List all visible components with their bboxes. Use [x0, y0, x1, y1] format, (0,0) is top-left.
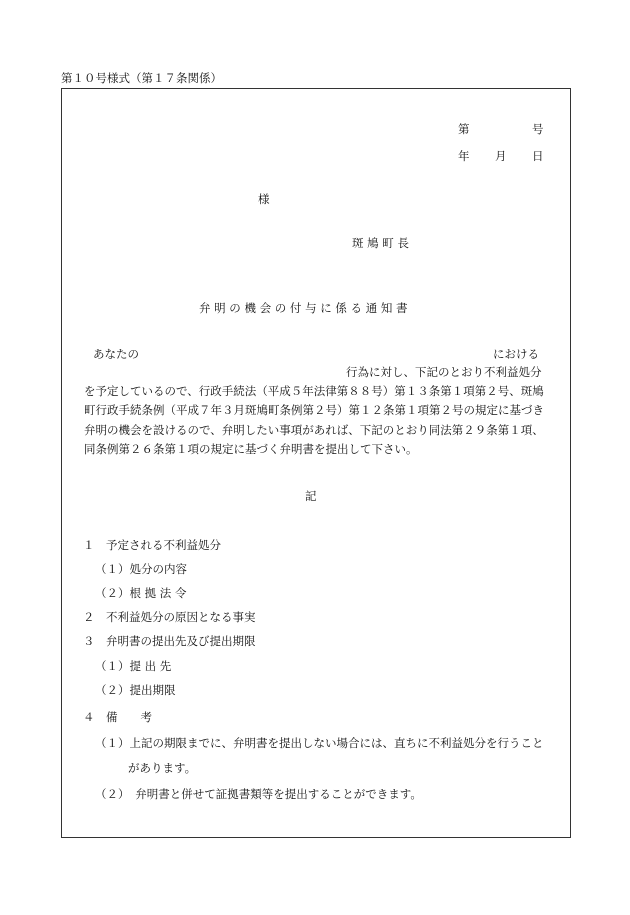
form-label: 第１０号様式（第１７条関係） [61, 71, 222, 85]
date-month: 月 [495, 149, 507, 163]
item-1-1: （１）処分の内容 [95, 562, 187, 576]
item-4: ４ 備 考 [83, 710, 152, 724]
body-line-5: 弁明の機会を設けるので、弁明したい事項があれば、下記のとおり同法第２９条第１項、 [84, 423, 544, 437]
body-line-6: 同条例第２６条第１項の規定に基づく弁明書を提出して下さい。 [84, 442, 418, 456]
body-line-1-end: における [493, 347, 539, 361]
item-2: ２ 不利益処分の原因となる事実 [83, 610, 256, 624]
item-3-1: （１）提 出 先 [95, 659, 172, 673]
number-prefix: 第 [458, 122, 470, 136]
item-4-1-line-1: （１）上記の期限までに、弁明書を提出しない場合には、直ちに不利益処分を行うこと [95, 736, 544, 750]
sender-name: 斑 鳩 町 長 [352, 236, 409, 250]
body-line-2: 行為に対し、下記のとおり不利益処分 [346, 365, 542, 379]
item-4-2: （２） 弁明書と併せて証拠書類等を提出することができます。 [95, 787, 422, 801]
document-title: 弁 明 の 機 会 の 付 与 に 係 る 通 知 書 [199, 301, 408, 315]
item-1: １ 予定される不利益処分 [83, 538, 221, 552]
item-4-1-line-2: があります。 [128, 761, 197, 775]
number-suffix: 号 [532, 122, 544, 136]
body-line-1-start: あなたの [93, 347, 139, 361]
body-line-4: 町行政手続条例（平成７年３月斑鳩町条例第２号）第１２条第１項第２号の規定に基づき [84, 403, 544, 417]
document-frame [61, 88, 571, 838]
addressee-honorific: 様 [258, 192, 270, 206]
item-3: ３ 弁明書の提出先及び提出期限 [83, 634, 256, 648]
item-1-2: （２）根 拠 法 令 [95, 586, 187, 600]
item-3-2: （２）提出期限 [95, 683, 176, 697]
body-line-3: を予定しているので、行政手続法（平成５年法律第８８号）第１３条第１項第２号、斑鳩 [84, 384, 544, 398]
date-year: 年 [458, 149, 470, 163]
date-day: 日 [532, 149, 544, 163]
ki-heading: 記 [305, 489, 317, 503]
